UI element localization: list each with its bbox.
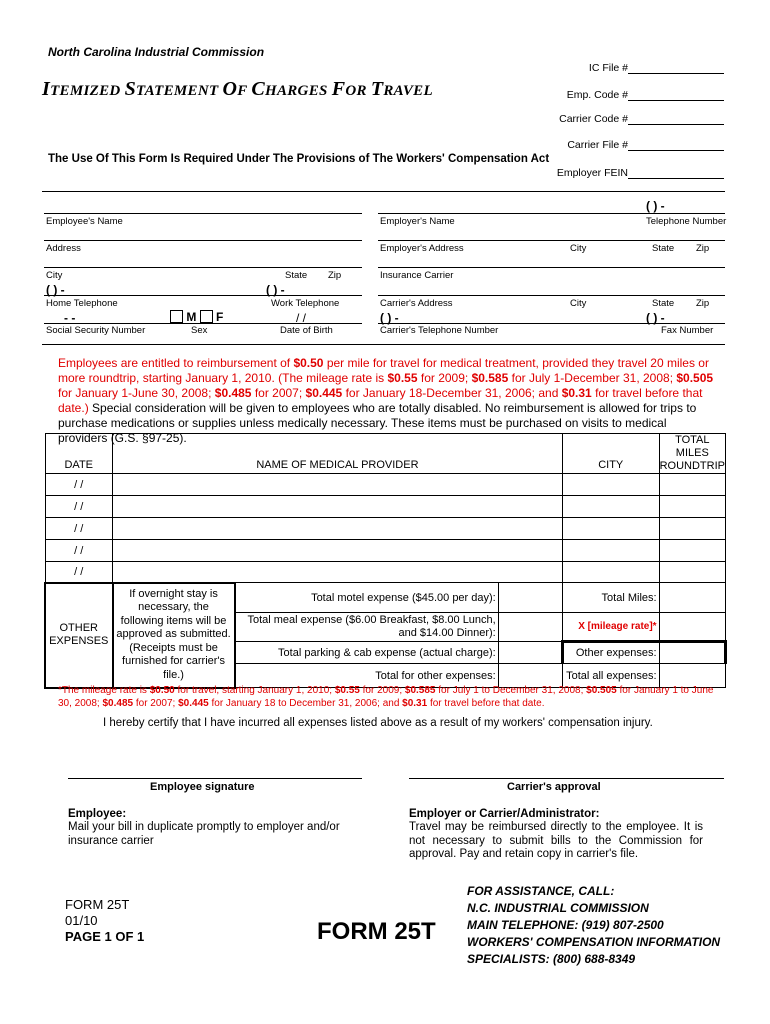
carrier-file-field[interactable]: Carrier File # bbox=[567, 139, 724, 151]
employee-signature-label: Employee signature bbox=[150, 781, 255, 793]
title-word: TATEMENT bbox=[136, 83, 223, 99]
employee-city-label: City bbox=[46, 270, 63, 281]
employee-address-label: Address bbox=[46, 243, 81, 254]
notice-segment: $0.485 bbox=[214, 386, 252, 400]
table-row[interactable] bbox=[45, 540, 726, 562]
footnote-segment: for January 18 to December 31, 2006; and bbox=[208, 698, 403, 709]
mileage-footnote bbox=[58, 684, 718, 710]
notice-segment: for 2007; bbox=[251, 386, 306, 400]
employee-name-line[interactable] bbox=[44, 213, 362, 214]
assist-line: SPECIALISTS: (800) 688-8349 bbox=[467, 952, 636, 966]
employer-city-label: City bbox=[570, 243, 587, 254]
title-word: F bbox=[237, 83, 252, 99]
ssn-line bbox=[44, 323, 362, 324]
other-expenses-label: OTHER EXPENSES bbox=[45, 583, 113, 688]
row-miles[interactable] bbox=[659, 474, 725, 496]
notice-segment: $0.50 bbox=[293, 356, 324, 370]
fax-input[interactable]: ( ) - bbox=[646, 311, 665, 325]
phone-line bbox=[44, 295, 362, 296]
table-row[interactable] bbox=[45, 562, 726, 583]
ssn-input[interactable]: - - bbox=[64, 311, 76, 325]
row-date[interactable]: / / bbox=[45, 518, 113, 540]
charges-table bbox=[44, 433, 727, 689]
employer-address-label: Employer's Address bbox=[380, 243, 464, 254]
employer-name-label: Employer's Name bbox=[380, 216, 455, 227]
footnote-segment: $0.50 bbox=[149, 685, 175, 696]
employee-instructions: Mail your bill in duplicate promptly to employer and/or insurance carrier bbox=[68, 821, 340, 847]
carrier-address-label: Carrier's Address bbox=[380, 298, 453, 309]
notice-segment: for 2009; bbox=[417, 371, 472, 385]
agency-name: North Carolina Industrial Commission bbox=[48, 45, 265, 59]
parking-input[interactable] bbox=[498, 642, 562, 664]
title-initial: S bbox=[124, 78, 137, 100]
carrier-phone-line bbox=[378, 323, 725, 324]
dob-label: Date of Birth bbox=[280, 325, 333, 336]
other-expenses-total-label: Other expenses: bbox=[562, 642, 659, 664]
footnote-segment: for July 1 to December 31, 2008; bbox=[435, 685, 587, 696]
mileage-rate-input[interactable] bbox=[659, 613, 725, 642]
row-city[interactable] bbox=[562, 496, 659, 518]
total-miles-label: Total Miles: bbox=[562, 583, 659, 613]
insurance-carrier-label: Insurance Carrier bbox=[380, 270, 454, 281]
footnote-segment: for 2009; bbox=[359, 685, 405, 696]
carrier-approval-line[interactable] bbox=[409, 778, 724, 779]
certification-text: I hereby certify that I have incurred all expenses listed above as a result of my workers' compensation injury. bbox=[103, 717, 653, 729]
notice-segment: Employees are entitled to reimbursement of bbox=[58, 356, 294, 370]
row-date[interactable]: / / bbox=[45, 562, 113, 583]
overnight-note: If overnight stay is necessary, the following items will be approved as submitted. (Receipts must be furnished for carrier's file.) bbox=[113, 583, 235, 688]
page-number: PAGE 1 OF 1 bbox=[65, 929, 145, 944]
title-word: RAVEL bbox=[383, 83, 433, 99]
form-title bbox=[42, 78, 433, 101]
row-provider[interactable] bbox=[113, 474, 563, 496]
mileage-rate-label: X [mileage rate]* bbox=[562, 613, 659, 642]
row-provider[interactable] bbox=[113, 540, 563, 562]
employer-instructions: Travel may be reimbursed directly to the employee. It is not necessary to submit bills to the Commission for approval. Pay and retain copy in carrier's file. bbox=[409, 821, 703, 860]
footnote-segment: $0.585 bbox=[404, 685, 436, 696]
notice-segment: $0.31 bbox=[561, 386, 592, 400]
home-phone-label: Home Telephone bbox=[46, 298, 118, 309]
row-miles[interactable] bbox=[659, 540, 725, 562]
footnote-segment: for January 1 to June 30, 2008; bbox=[58, 685, 714, 709]
title-word: HARGES bbox=[264, 83, 332, 99]
employer-name-line[interactable] bbox=[378, 213, 725, 214]
meal-input[interactable] bbox=[498, 613, 562, 642]
ic-file-field[interactable]: IC File # bbox=[589, 62, 724, 74]
employer-heading: Employer or Carrier/Administrator: bbox=[409, 808, 600, 820]
assist-line: MAIN TELEPHONE: (919) 807-2500 bbox=[467, 918, 664, 932]
footnote-segment: $0.31 bbox=[402, 698, 428, 709]
emp-code-field[interactable]: Emp. Code # bbox=[567, 89, 724, 101]
row-city[interactable] bbox=[562, 518, 659, 540]
footnote-segment: for travel, starting January 1, 2010; bbox=[174, 685, 335, 696]
meal-label: Total meal expense ($6.00 Breakfast, $8.00 Lunch, and $14.00 Dinner): bbox=[235, 613, 499, 642]
sex-select[interactable]: M F bbox=[170, 310, 223, 324]
notice-segment: for July 1-December 31, 2008; bbox=[508, 371, 677, 385]
employee-state-label: State bbox=[285, 270, 308, 281]
other-expenses-total-input[interactable] bbox=[659, 642, 725, 664]
employee-address-line[interactable] bbox=[44, 240, 362, 241]
male-checkbox[interactable] bbox=[170, 310, 183, 323]
employer-zip-label: Zip bbox=[696, 243, 710, 254]
row-date[interactable]: / / bbox=[45, 496, 113, 518]
assist-line: WORKERS' COMPENSATION INFORMATION bbox=[467, 935, 721, 949]
title-initial: I bbox=[42, 78, 51, 100]
row-miles[interactable] bbox=[659, 562, 725, 583]
work-phone-label: Work Telephone bbox=[271, 298, 340, 309]
carrier-state-label: State bbox=[652, 298, 675, 309]
employer-state-label: State bbox=[652, 243, 675, 254]
carrier-phone-input[interactable]: ( ) - bbox=[380, 311, 399, 325]
form-info bbox=[65, 897, 144, 945]
total-miles-input[interactable] bbox=[659, 583, 725, 613]
required-notice: The Use Of This Form Is Required Under The Provisions of The Workers' Compensation Act bbox=[48, 153, 550, 165]
work-phone-input[interactable]: ( ) - bbox=[266, 283, 285, 297]
other-total-label: Total for other expenses: bbox=[235, 664, 499, 688]
row-provider[interactable] bbox=[113, 562, 563, 583]
title-word: OR bbox=[345, 83, 371, 99]
form-big-title: FORM 25T bbox=[317, 918, 436, 945]
insurance-carrier-line[interactable] bbox=[378, 267, 725, 268]
notice-segment: per mile for travel for medical treatment, provided they travel 20 miles or more roundtrip, starting January 1, 2010. (The mileage rate is bbox=[58, 356, 709, 385]
all-expenses-label: Total all expenses: bbox=[562, 664, 659, 688]
employee-heading: Employee: bbox=[68, 808, 127, 820]
footnote-segment: $0.485 bbox=[102, 698, 134, 709]
table-row[interactable] bbox=[45, 518, 726, 540]
title-initial: F bbox=[331, 78, 346, 100]
row-miles[interactable] bbox=[659, 518, 725, 540]
employee-signature-line[interactable] bbox=[68, 778, 362, 779]
carrier-approval-label: Carrier's approval bbox=[507, 781, 601, 793]
table-row[interactable] bbox=[45, 474, 726, 496]
employer-phone-label: Telephone Number bbox=[646, 216, 727, 227]
section-divider bbox=[42, 344, 725, 345]
row-provider[interactable] bbox=[113, 496, 563, 518]
notice-segment: $0.445 bbox=[305, 386, 343, 400]
notice-segment: $0.585 bbox=[471, 371, 509, 385]
home-phone-input[interactable]: ( ) - bbox=[46, 283, 65, 297]
fax-label: Fax Number bbox=[661, 325, 714, 336]
form-revision: 01/10 bbox=[65, 913, 98, 928]
title-initial: O bbox=[222, 78, 238, 100]
row-date[interactable]: / / bbox=[45, 540, 113, 562]
employee-zip-label: Zip bbox=[328, 270, 342, 281]
notice-segment: for January 1-June 30, 2008; bbox=[58, 386, 215, 400]
row-city[interactable] bbox=[562, 474, 659, 496]
female-checkbox[interactable] bbox=[200, 310, 213, 323]
row-provider[interactable] bbox=[113, 518, 563, 540]
footnote-segment: $0.445 bbox=[178, 698, 209, 709]
city-header: CITY bbox=[562, 434, 659, 474]
notice-segment: $0.55 bbox=[387, 371, 418, 385]
row-miles[interactable] bbox=[659, 496, 725, 518]
carrier-phone-label: Carrier's Telephone Number bbox=[380, 325, 499, 336]
row-date[interactable]: / / bbox=[45, 474, 113, 496]
footnote-segment: *The mileage rate is bbox=[58, 685, 150, 696]
title-word: TEMIZED bbox=[50, 83, 125, 99]
employer-phone-input[interactable]: ( ) - bbox=[646, 199, 665, 213]
carrier-city-label: City bbox=[570, 298, 587, 309]
motel-input[interactable] bbox=[498, 583, 562, 613]
sex-label: Sex bbox=[191, 325, 208, 336]
notice-segment: Special consideration will be given to employees who are totally disabled. No reimbursement is allowed for trips to purchase medications or supplies unless medically necessary. These items must be purchased on visits to medical providers (G.S. §97-25). bbox=[58, 401, 697, 445]
employee-name-label: Employee's Name bbox=[46, 216, 123, 227]
carrier-address-line[interactable] bbox=[378, 295, 725, 296]
title-initial: C bbox=[251, 78, 265, 100]
row-city[interactable] bbox=[562, 540, 659, 562]
assist-line: N.C. INDUSTRIAL COMMISSION bbox=[467, 901, 649, 915]
footnote-segment: $0.55 bbox=[334, 685, 360, 696]
employee-city-line[interactable] bbox=[44, 267, 362, 268]
assistance-block bbox=[467, 883, 720, 968]
employer-fein-field[interactable]: Employer FEIN bbox=[557, 167, 724, 179]
parking-label: Total parking & cab expense (actual charge): bbox=[235, 642, 499, 664]
header-divider bbox=[42, 191, 725, 192]
footnote-segment: for 2007; bbox=[133, 698, 179, 709]
table-row[interactable] bbox=[45, 496, 726, 518]
footnote-segment: $0.505 bbox=[586, 685, 617, 696]
date-header: DATE bbox=[45, 434, 113, 474]
assist-line: FOR ASSISTANCE, CALL: bbox=[467, 884, 615, 898]
notice-segment: for January 18-December 31, 2006; and bbox=[342, 386, 562, 400]
carrier-code-field[interactable]: Carrier Code # bbox=[559, 113, 724, 125]
employer-address-line[interactable] bbox=[378, 240, 725, 241]
notice-segment: for travel before that date.) bbox=[58, 386, 703, 415]
notice-segment: $0.505 bbox=[676, 371, 714, 385]
carrier-zip-label: Zip bbox=[696, 298, 710, 309]
row-city[interactable] bbox=[562, 562, 659, 583]
miles-header: TOTAL MILES ROUNDTRIP bbox=[659, 434, 725, 472]
provider-header: NAME OF MEDICAL PROVIDER bbox=[113, 434, 563, 474]
footnote-segment: for travel before that date. bbox=[427, 698, 545, 709]
form-id: FORM 25T bbox=[65, 897, 130, 912]
ssn-label: Social Security Number bbox=[46, 325, 146, 336]
title-initial: T bbox=[370, 78, 384, 100]
dob-input[interactable]: / / bbox=[296, 311, 307, 325]
motel-label: Total motel expense ($45.00 per day): bbox=[235, 583, 499, 613]
